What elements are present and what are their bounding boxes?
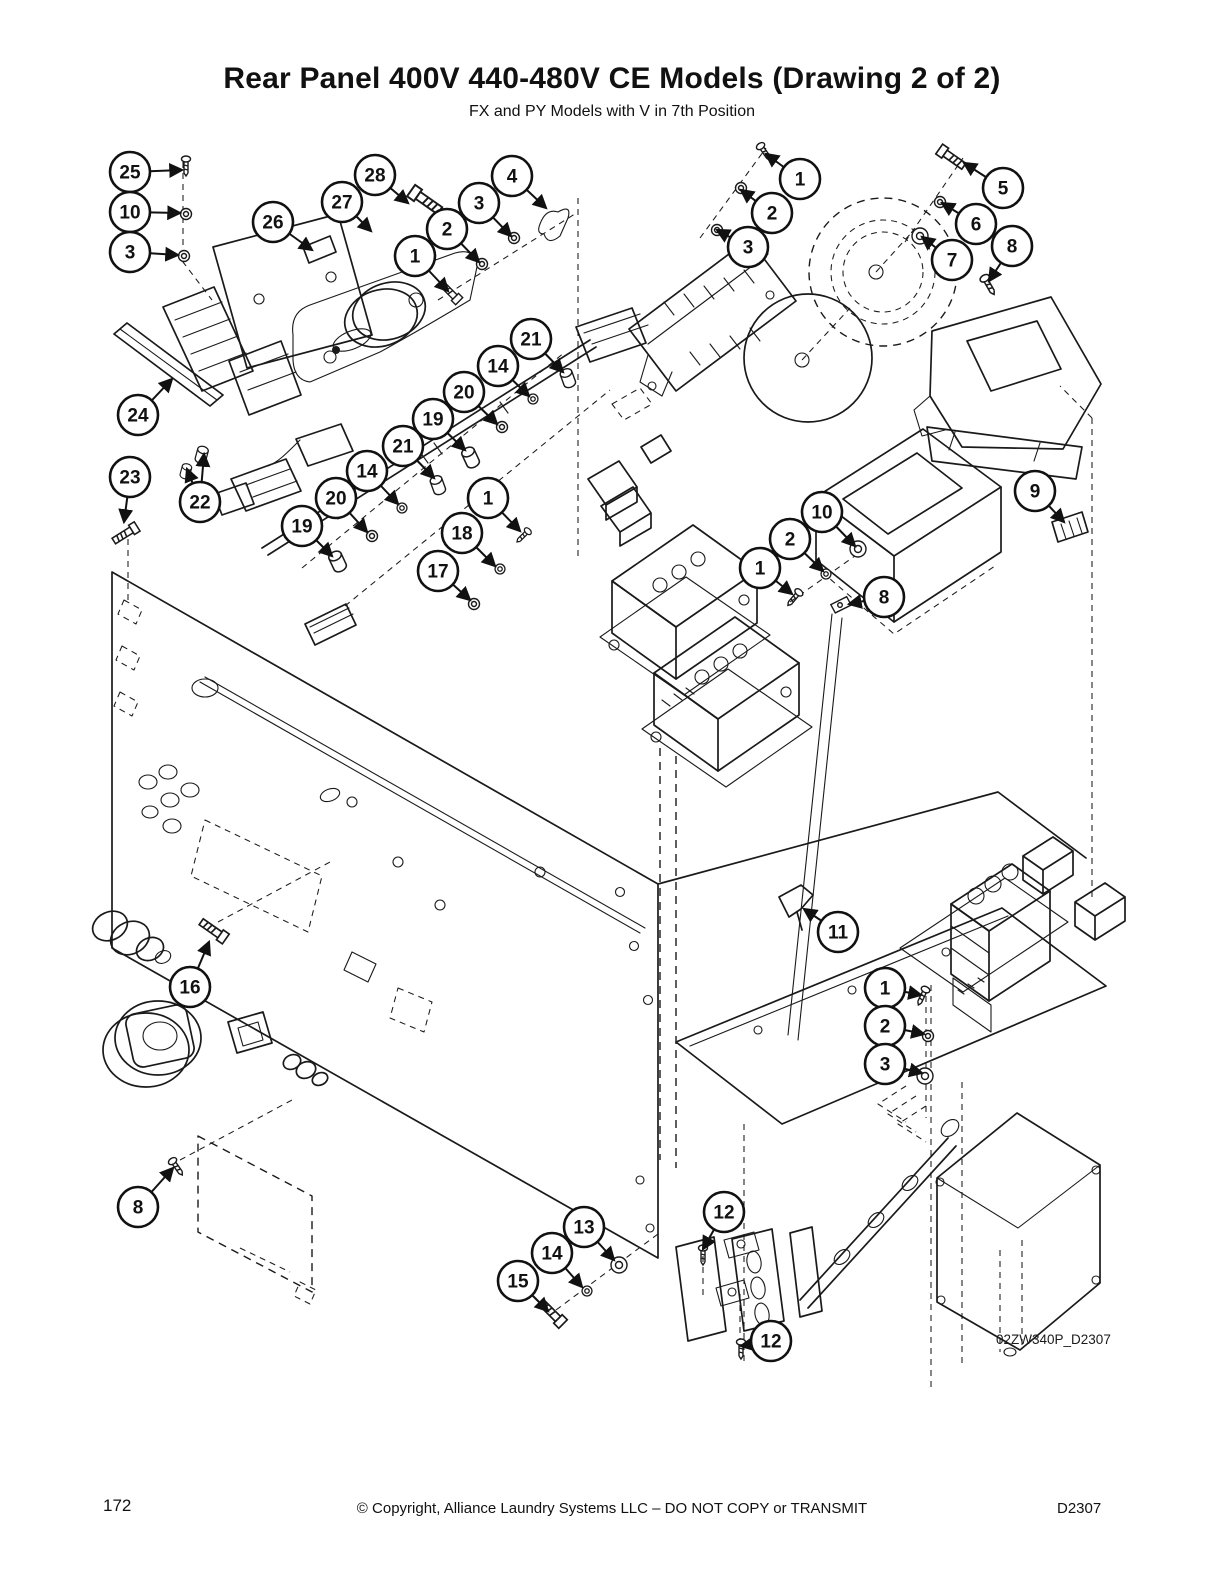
callout-10 (110, 192, 180, 232)
svg-text:28: 28 (364, 165, 386, 187)
svg-text:10: 10 (811, 502, 833, 524)
svg-text:23: 23 (119, 467, 141, 489)
svg-text:14: 14 (356, 461, 378, 483)
page-title: Rear Panel 400V 440-480V CE Models (Drawing 2 of 2) (223, 62, 1001, 95)
svg-text:14: 14 (541, 1243, 563, 1265)
svg-text:1: 1 (409, 246, 421, 268)
callout-8 (989, 226, 1032, 281)
callout-26 (253, 202, 312, 250)
svg-text:11: 11 (827, 922, 849, 944)
svg-text:2: 2 (784, 529, 796, 551)
svg-text:1: 1 (754, 558, 766, 580)
svg-text:6: 6 (970, 214, 982, 236)
svg-text:3: 3 (742, 237, 754, 259)
svg-text:5: 5 (997, 178, 1009, 200)
svg-text:20: 20 (453, 382, 475, 404)
callout-17 (418, 551, 470, 600)
callout-12 (741, 1321, 791, 1361)
svg-text:1: 1 (794, 169, 806, 191)
callout-3 (865, 1044, 922, 1084)
footer-copyright: © Copyright, Alliance Laundry Systems LLC – DO NOT COPY or TRANSMIT (356, 1500, 868, 1517)
svg-text:3: 3 (124, 242, 136, 264)
svg-text:15: 15 (507, 1271, 529, 1293)
callout-28 (355, 155, 408, 203)
callout-8 (118, 1168, 173, 1227)
svg-text:1: 1 (879, 978, 891, 1000)
svg-text:19: 19 (291, 516, 313, 538)
svg-text:14: 14 (487, 356, 509, 378)
svg-text:19: 19 (422, 409, 444, 431)
callout-5 (964, 163, 1023, 208)
svg-text:26: 26 (262, 212, 284, 234)
contactor-lower (642, 617, 812, 787)
svg-text:27: 27 (331, 192, 353, 214)
svg-text:1: 1 (482, 488, 494, 510)
callout-12 (703, 1192, 744, 1249)
svg-text:12: 12 (760, 1331, 782, 1353)
callout-25 (110, 152, 182, 192)
svg-text:13: 13 (573, 1217, 595, 1239)
callout-7 (922, 237, 972, 280)
svg-text:20: 20 (325, 488, 347, 510)
rear-cover-box (931, 985, 1100, 1390)
drawing-code-label: 02ZW340P_D2307 (996, 1332, 1111, 1347)
callout-2 (865, 1006, 924, 1046)
callouts-layer (110, 152, 1064, 1361)
callout-8 (849, 577, 904, 617)
footer-doc-code: D2307 (1057, 1500, 1102, 1517)
page-subtitle: FX and PY Models with V in 7th Position (468, 103, 756, 120)
svg-text:9: 9 (1029, 481, 1041, 503)
svg-text:8: 8 (878, 587, 890, 609)
callout-9 (1015, 471, 1064, 522)
callout-6 (942, 203, 996, 244)
svg-text:21: 21 (520, 329, 542, 351)
svg-text:8: 8 (132, 1197, 144, 1219)
callout-24 (118, 379, 172, 435)
main-rear-panel (112, 572, 658, 1258)
control-box-cover (914, 297, 1101, 479)
svg-text:2: 2 (879, 1016, 891, 1038)
svg-text:8: 8 (1006, 236, 1018, 258)
callout-3 (110, 232, 178, 272)
svg-text:3: 3 (473, 193, 485, 215)
svg-text:10: 10 (119, 202, 141, 224)
svg-text:12: 12 (713, 1202, 735, 1224)
svg-text:25: 25 (119, 162, 141, 184)
callout-11 (804, 909, 858, 952)
svg-text:3: 3 (879, 1054, 891, 1076)
contactor-upper (600, 525, 770, 695)
fuse-block-cluster (588, 388, 671, 546)
connector-9-part (1052, 512, 1088, 542)
svg-text:7: 7 (946, 250, 958, 272)
callout-16 (170, 942, 210, 1007)
svg-text:16: 16 (179, 977, 201, 999)
callout-1 (865, 968, 921, 1008)
callout-23 (110, 457, 150, 522)
svg-text:21: 21 (392, 436, 414, 458)
svg-text:22: 22 (189, 492, 211, 514)
fastener-glyphs (111, 141, 998, 1359)
svg-text:2: 2 (766, 203, 778, 225)
transformer-with-terminals (629, 239, 796, 396)
svg-text:2: 2 (441, 219, 453, 241)
svg-text:4: 4 (506, 166, 518, 188)
footer-page-number: 172 (103, 1496, 132, 1515)
callout-3 (717, 227, 768, 267)
clip-4-part (539, 209, 569, 240)
svg-text:24: 24 (127, 405, 149, 427)
svg-text:18: 18 (451, 523, 473, 545)
svg-text:17: 17 (427, 561, 449, 583)
bottom-left-access-plate (198, 1136, 316, 1304)
